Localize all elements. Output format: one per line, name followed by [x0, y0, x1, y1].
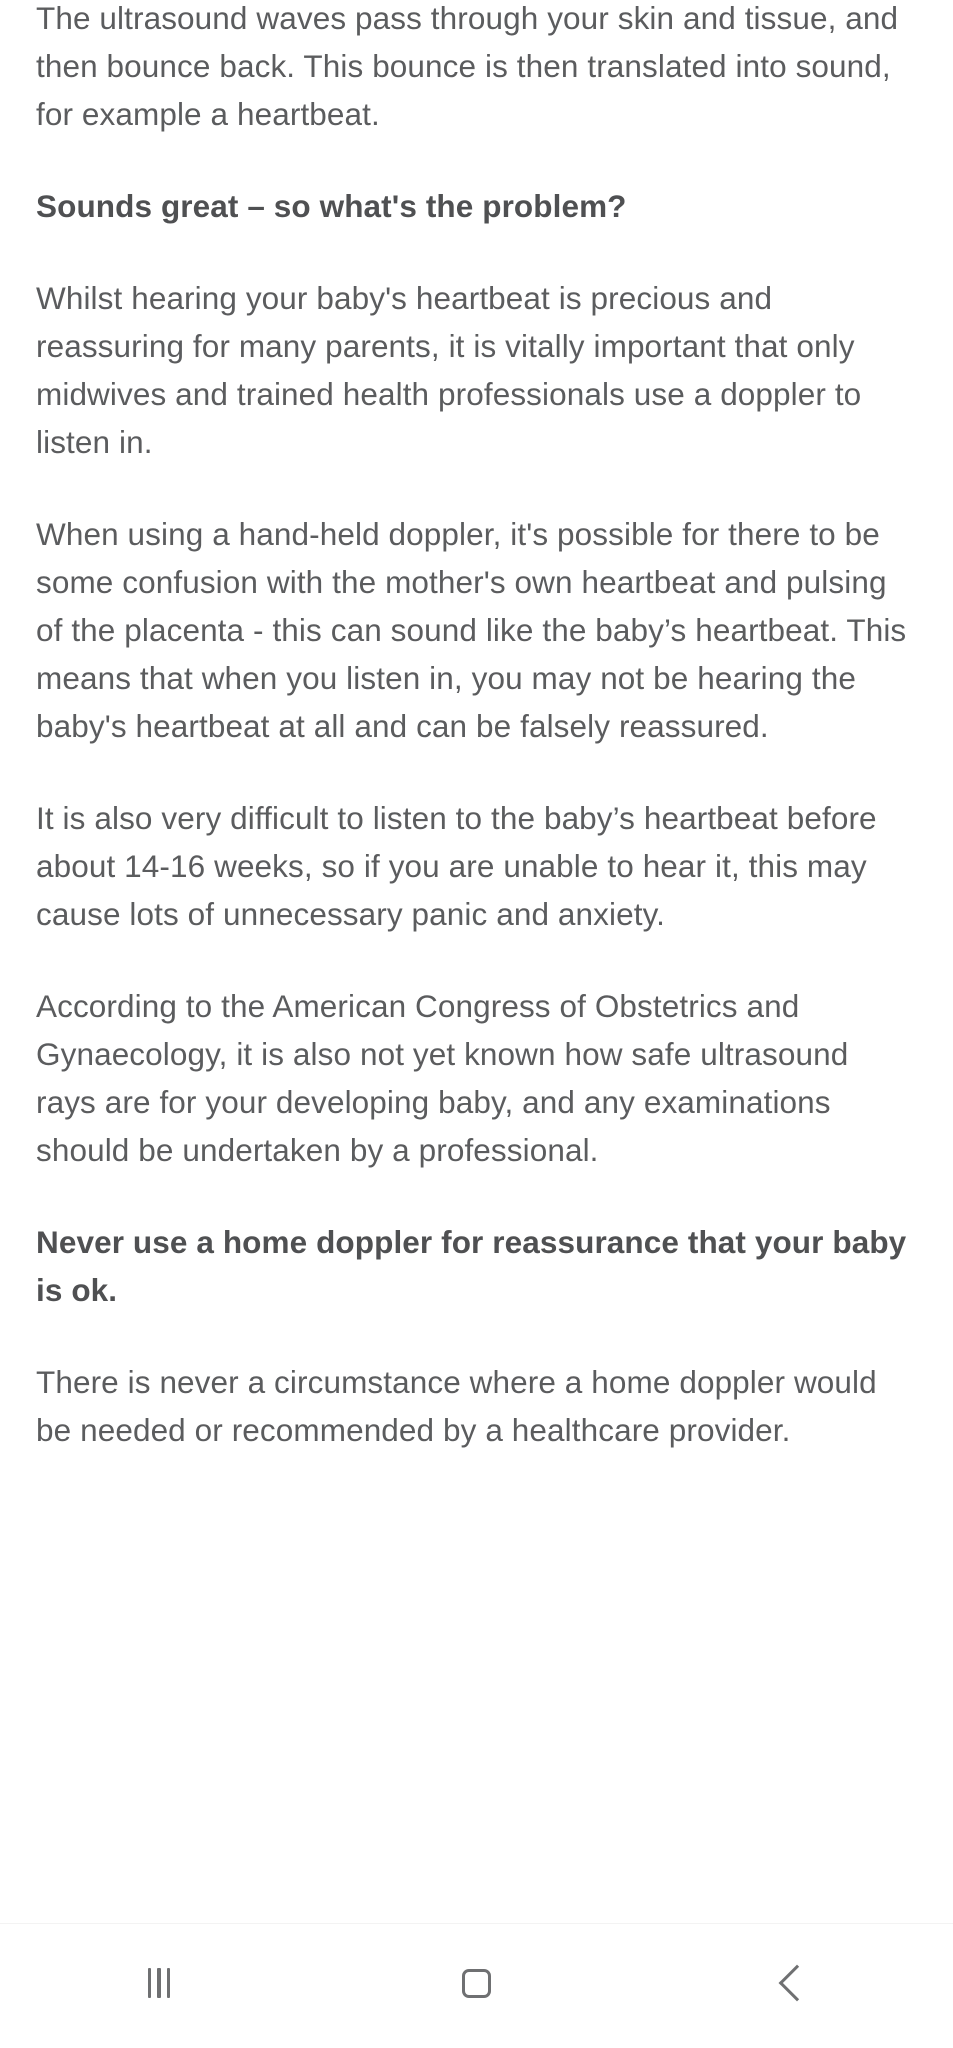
recents-icon — [148, 1968, 171, 1998]
paragraph-acog-safety: According to the American Congress of Obstetrics and Gynaecology, it is also not yet known how safe ultrasound rays are for your developing baby, and any examinations should be undertaken by a professional. — [36, 988, 849, 1168]
paragraph-confusion-heartbeat: When using a hand-held doppler, it's possible for there to be some confusion with the mother's own heartbeat and pulsing of the placenta - this can sound like the baby’s heartbeat. This means that when you listen in, you may not be hearing the baby's heartbeat at all and can be falsely reassured. — [36, 516, 907, 744]
paragraph-difficult-before-14-16-weeks: It is also very difficult to listen to the baby’s heartbeat before about 14-16 weeks, so if you are unable to hear it, this may cause lots of unnecessary panic and anxiety. — [36, 800, 877, 932]
recents-button[interactable] — [79, 1924, 239, 2042]
paragraph-never-needed: There is never a circumstance where a home doppler would be needed or recommended by a healthcare provider. — [36, 1364, 877, 1448]
home-icon — [462, 1969, 491, 1998]
paragraph-midwives-only: Whilst hearing your baby's heartbeat is precious and reassuring for many parents, it is vitally important that only midwives and trained health professionals use a doppler to listen in. — [36, 280, 862, 460]
back-chevron-icon — [779, 1965, 816, 2002]
heading-sounds-great: Sounds great – so what's the problem? — [36, 188, 627, 224]
paragraph-intro-ultrasound: The ultrasound waves pass through your skin and tissue, and then bounce back. This bounce is then translated into sound, for example a heartbeat. — [36, 0, 899, 132]
back-button[interactable] — [714, 1924, 874, 2042]
android-navigation-bar — [0, 1923, 953, 2042]
paragraph-never-use-warning: Never use a home doppler for reassurance that your baby is ok. — [36, 1224, 907, 1308]
home-button[interactable] — [396, 1924, 556, 2042]
